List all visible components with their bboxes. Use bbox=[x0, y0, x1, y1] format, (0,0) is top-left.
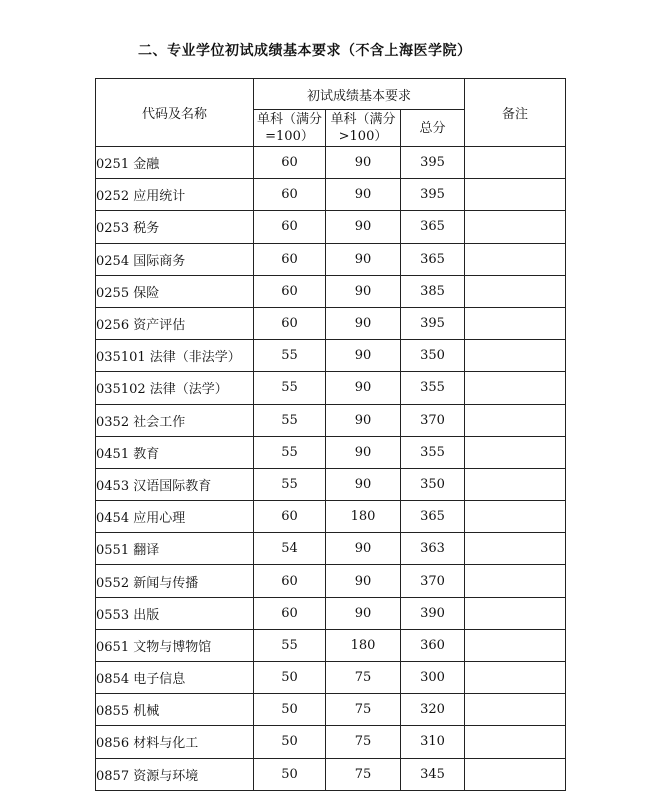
single-gt100-cell: 90 bbox=[326, 468, 401, 500]
single-gt100-cell: 90 bbox=[326, 436, 401, 468]
table-body bbox=[96, 147, 566, 791]
program-name-cell: 0251 金融 bbox=[96, 147, 254, 179]
score-requirements-table bbox=[95, 78, 566, 791]
program-name-cell: 0857 资源与环境 bbox=[96, 758, 254, 790]
note-cell bbox=[465, 758, 566, 790]
program-name-cell: 0256 资产评估 bbox=[96, 307, 254, 339]
header-single-100: 单科（满分=100） bbox=[254, 110, 326, 147]
table-row bbox=[96, 243, 566, 275]
program-name-cell: 0253 税务 bbox=[96, 211, 254, 243]
table-header-row bbox=[96, 79, 566, 110]
single-gt100-cell: 90 bbox=[326, 597, 401, 629]
program-name-cell: 0254 国际商务 bbox=[96, 243, 254, 275]
table-row bbox=[96, 211, 566, 243]
total-score-cell: 370 bbox=[401, 565, 465, 597]
single-gt100-cell: 75 bbox=[326, 726, 401, 758]
note-cell bbox=[465, 243, 566, 275]
single-100-cell: 60 bbox=[254, 597, 326, 629]
program-name-cell: 0255 保险 bbox=[96, 275, 254, 307]
program-name-cell: 0451 教育 bbox=[96, 436, 254, 468]
note-cell bbox=[465, 211, 566, 243]
single-gt100-cell: 90 bbox=[326, 243, 401, 275]
table-row bbox=[96, 468, 566, 500]
program-name-cell: 0454 应用心理 bbox=[96, 501, 254, 533]
single-gt100-cell: 75 bbox=[326, 694, 401, 726]
program-name-cell: 0855 机械 bbox=[96, 694, 254, 726]
program-name-cell: 035101 法律（非法学） bbox=[96, 340, 254, 372]
total-score-cell: 365 bbox=[401, 243, 465, 275]
single-100-cell: 60 bbox=[254, 501, 326, 533]
single-100-cell: 50 bbox=[254, 662, 326, 694]
table-row bbox=[96, 147, 566, 179]
single-gt100-cell: 90 bbox=[326, 307, 401, 339]
single-100-cell: 54 bbox=[254, 533, 326, 565]
single-100-cell: 55 bbox=[254, 629, 326, 661]
total-score-cell: 355 bbox=[401, 372, 465, 404]
single-100-cell: 55 bbox=[254, 372, 326, 404]
total-score-cell: 350 bbox=[401, 340, 465, 372]
note-cell bbox=[465, 533, 566, 565]
table-row bbox=[96, 501, 566, 533]
table-row bbox=[96, 533, 566, 565]
header-total: 总分 bbox=[401, 110, 465, 147]
total-score-cell: 320 bbox=[401, 694, 465, 726]
table-row bbox=[96, 340, 566, 372]
table-row bbox=[96, 404, 566, 436]
note-cell bbox=[465, 340, 566, 372]
note-cell bbox=[465, 501, 566, 533]
note-cell bbox=[465, 372, 566, 404]
total-score-cell: 385 bbox=[401, 275, 465, 307]
single-100-cell: 60 bbox=[254, 211, 326, 243]
single-gt100-cell: 90 bbox=[326, 340, 401, 372]
single-gt100-cell: 180 bbox=[326, 629, 401, 661]
note-cell bbox=[465, 726, 566, 758]
total-score-cell: 395 bbox=[401, 147, 465, 179]
table-row bbox=[96, 179, 566, 211]
program-name-cell: 0854 电子信息 bbox=[96, 662, 254, 694]
table-row bbox=[96, 372, 566, 404]
single-100-cell: 60 bbox=[254, 179, 326, 211]
note-cell bbox=[465, 275, 566, 307]
program-name-cell: 0651 文物与博物馆 bbox=[96, 629, 254, 661]
total-score-cell: 310 bbox=[401, 726, 465, 758]
total-score-cell: 345 bbox=[401, 758, 465, 790]
table-row bbox=[96, 307, 566, 339]
program-name-cell: 0453 汉语国际教育 bbox=[96, 468, 254, 500]
total-score-cell: 300 bbox=[401, 662, 465, 694]
single-gt100-cell: 90 bbox=[326, 179, 401, 211]
single-gt100-cell: 180 bbox=[326, 501, 401, 533]
program-name-cell: 0856 材料与化工 bbox=[96, 726, 254, 758]
single-100-cell: 55 bbox=[254, 340, 326, 372]
total-score-cell: 370 bbox=[401, 404, 465, 436]
single-100-cell: 50 bbox=[254, 726, 326, 758]
table-row bbox=[96, 436, 566, 468]
total-score-cell: 360 bbox=[401, 629, 465, 661]
page-title: 二、专业学位初试成绩基本要求（不含上海医学院） bbox=[138, 43, 472, 59]
total-score-cell: 395 bbox=[401, 179, 465, 211]
single-100-cell: 50 bbox=[254, 758, 326, 790]
table-row bbox=[96, 726, 566, 758]
note-cell bbox=[465, 597, 566, 629]
program-name-cell: 0252 应用统计 bbox=[96, 179, 254, 211]
table-row bbox=[96, 629, 566, 661]
note-cell bbox=[465, 662, 566, 694]
single-gt100-cell: 90 bbox=[326, 275, 401, 307]
single-gt100-cell: 90 bbox=[326, 565, 401, 597]
single-100-cell: 60 bbox=[254, 243, 326, 275]
table-row bbox=[96, 694, 566, 726]
note-cell bbox=[465, 307, 566, 339]
total-score-cell: 363 bbox=[401, 533, 465, 565]
table-row bbox=[96, 275, 566, 307]
header-single-gt100: 单科（满分>100） bbox=[326, 110, 401, 147]
header-score-group: 初试成绩基本要求 bbox=[254, 79, 465, 110]
program-name-cell: 0552 新闻与传播 bbox=[96, 565, 254, 597]
note-cell bbox=[465, 694, 566, 726]
note-cell bbox=[465, 629, 566, 661]
program-name-cell: 0551 翻译 bbox=[96, 533, 254, 565]
single-gt100-cell: 90 bbox=[326, 211, 401, 243]
note-cell bbox=[465, 179, 566, 211]
total-score-cell: 365 bbox=[401, 501, 465, 533]
total-score-cell: 390 bbox=[401, 597, 465, 629]
total-score-cell: 350 bbox=[401, 468, 465, 500]
single-100-cell: 60 bbox=[254, 565, 326, 597]
single-gt100-cell: 90 bbox=[326, 147, 401, 179]
single-100-cell: 60 bbox=[254, 307, 326, 339]
single-100-cell: 60 bbox=[254, 275, 326, 307]
single-gt100-cell: 90 bbox=[326, 372, 401, 404]
program-name-cell: 0553 出版 bbox=[96, 597, 254, 629]
note-cell bbox=[465, 468, 566, 500]
table-row bbox=[96, 565, 566, 597]
single-100-cell: 50 bbox=[254, 694, 326, 726]
single-gt100-cell: 90 bbox=[326, 533, 401, 565]
header-code-name: 代码及名称 bbox=[96, 79, 254, 147]
total-score-cell: 355 bbox=[401, 436, 465, 468]
program-name-cell: 035102 法律（法学） bbox=[96, 372, 254, 404]
single-100-cell: 55 bbox=[254, 436, 326, 468]
single-100-cell: 60 bbox=[254, 147, 326, 179]
table-row bbox=[96, 758, 566, 790]
table-row bbox=[96, 597, 566, 629]
header-note: 备注 bbox=[465, 79, 566, 147]
note-cell bbox=[465, 147, 566, 179]
note-cell bbox=[465, 436, 566, 468]
table-row bbox=[96, 662, 566, 694]
total-score-cell: 395 bbox=[401, 307, 465, 339]
note-cell bbox=[465, 565, 566, 597]
single-gt100-cell: 75 bbox=[326, 758, 401, 790]
note-cell bbox=[465, 404, 566, 436]
program-name-cell: 0352 社会工作 bbox=[96, 404, 254, 436]
single-gt100-cell: 90 bbox=[326, 404, 401, 436]
single-gt100-cell: 75 bbox=[326, 662, 401, 694]
single-100-cell: 55 bbox=[254, 468, 326, 500]
total-score-cell: 365 bbox=[401, 211, 465, 243]
single-100-cell: 55 bbox=[254, 404, 326, 436]
